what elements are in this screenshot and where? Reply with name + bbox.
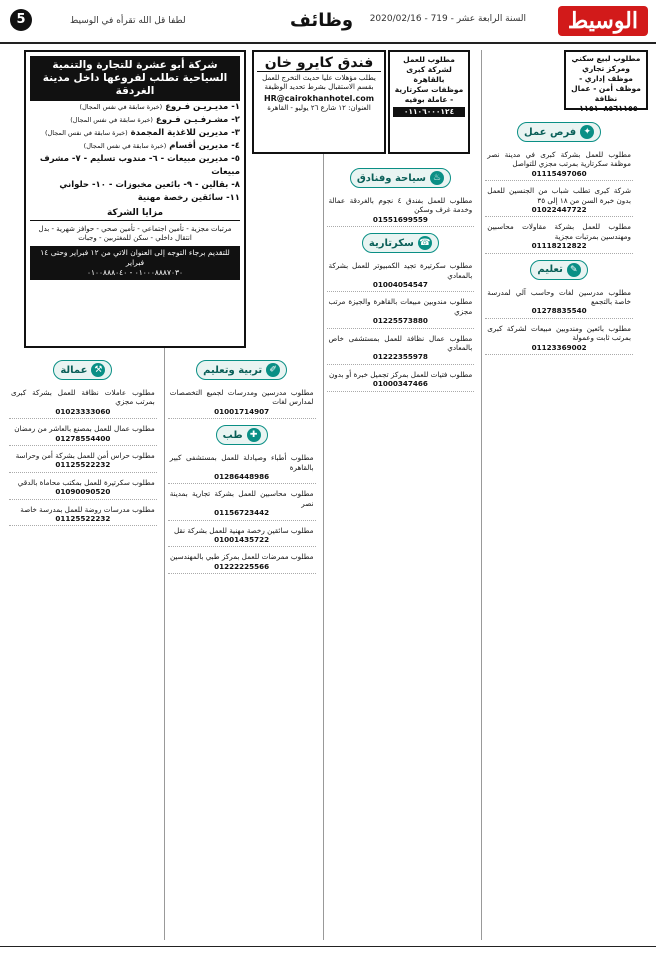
classified-ad: مطلوب للعمل بفندق ٤ نجوم بالغردقة عمالة وخدمة غرف وسكن 01551699559 <box>327 194 475 227</box>
book-icon: ✎ <box>567 263 581 277</box>
classified-ad: مطلوب فتيات للعمل بمركز تجميل خبرة أو بدون 01000347466 <box>327 368 475 392</box>
perks-title: مزايا الشركة <box>30 208 240 221</box>
featured-job-ad <box>24 50 246 348</box>
job-item: ٨- بقالين - ٩- بائعين مخبوزات - ١٠- حلواني <box>59 180 240 190</box>
category-secretary: ☎ سكرتارية <box>362 233 439 253</box>
medical-cross-icon: ✚ <box>247 428 261 442</box>
classified-ad: مطلوب حراس أمن للعمل بشركة أمن وحراسة 01125522232 <box>9 449 157 473</box>
hotel-email: HR@cairokhanhotel.com <box>263 94 375 103</box>
classified-ad: مطلوب عمال للعمل بمصنع بالعاشر من رمضان 01278554400 <box>9 422 157 446</box>
hero-title: شركة أبو عشرة للتجارة والتنمية السياحية تطلب لفروعها داخل مدينة الغردقة <box>30 56 240 101</box>
urgent-ad: مطلوب للعمل لشركة كبرى بالقاهرة موظفات سكرتارية - عاملة بوفيه ٠١١٠٦٠٠٠١٢٤ <box>388 50 470 154</box>
page-number: 5 <box>10 9 32 31</box>
classified-ad: مطلوب سكرتيرة تجيد الكمبيوتر للعمل بشركة بالمعادي 01004054547 <box>327 259 475 292</box>
classified-ad: مطلوب مدرسين ومدرسات لجميع التخصصات لمدارس لغات 01001714907 <box>168 386 316 419</box>
category-hospitality: ♨ سياحة وفنادق <box>350 168 451 188</box>
section-title: وظائف <box>290 10 354 31</box>
newspaper-logo: الوسيط <box>558 6 648 36</box>
phone-icon: ☎ <box>419 238 431 249</box>
column-1 <box>481 50 636 940</box>
classified-ad: مطلوب مدرسات روضة للعمل بمدرسة خاصة 01125522232 <box>9 503 157 527</box>
classified-ad: مطلوب ممرضات للعمل بمركز طبي بالمهندسين 01222225566 <box>168 550 316 574</box>
job-list <box>30 101 240 205</box>
pencil-icon: ✐ <box>266 363 280 377</box>
perks-text: مرتبات مجزية - تأمين اجتماعي - تأمين صحي - حوافز شهرية - بدل انتقال داخلي - سكن للمغتربين - وجبات <box>38 225 232 242</box>
bell-icon: ♨ <box>430 171 444 185</box>
job-item: ٢- مشـرفـيـن فـروع (خبرة سابقة في نفس المجال) <box>70 115 240 125</box>
briefcase-icon: ✦ <box>580 125 594 139</box>
classified-ad: مطلوب عمال نظافة للعمل بمستشفى خاص بالمعادي 01222355978 <box>327 332 475 365</box>
classified-ad: مطلوب عاملات نظافة للعمل بشركة كبرى بمرتب مجزي 01023333060 <box>9 386 157 419</box>
wrench-icon: ⚒ <box>91 363 105 377</box>
hotel-name: فندق كايرو خان <box>257 55 381 72</box>
classified-ad: شركة كبرى تطلب شباب من الجنسين للعمل بدون خبرة السن من ١٨ إلى ٣٥ 01022447722 <box>485 184 633 217</box>
job-item: ١- مديـريـن فـروع (خبرة سابقة في نفس المجال) <box>79 102 240 112</box>
column-2 <box>323 50 478 940</box>
category-jobs: ✦ فرص عمل <box>517 122 601 142</box>
job-item: ١١- سائقين رخصة مهنية <box>137 193 240 203</box>
footer-strip <box>0 946 656 960</box>
category-labor: ⚒ عمالة <box>53 360 112 380</box>
classified-ad: مطلوب سكرتيرة للعمل بمكتب محاماة بالدقي 01090090520 <box>9 476 157 500</box>
issue-info: السنة الرابعة عشر - 719 - 2020/02/16 <box>369 14 526 24</box>
category-teaching: ✐ تربية وتعليم <box>196 360 287 380</box>
tagline: لطفا قل الله تقرأه في الوسيط <box>70 16 186 26</box>
category-education: ✎ تعليم <box>530 260 587 280</box>
classified-ad: مطلوب بائعين ومندوبين مبيعات لشركة كبرى بمرتب ثابت وعمولة 01123369002 <box>485 322 633 355</box>
classified-ad: مطلوب للعمل بشركة مقاولات محاسبين ومهندسين بمرتبات مجزية 01118212822 <box>485 220 633 253</box>
classified-ad: مطلوب مندوبين مبيعات بالقاهرة والجيزة مرتب مجزي 01225573880 <box>327 295 475 328</box>
category-medical: ✚ طب <box>216 425 268 445</box>
classified-ad: مطلوب محاسبين للعمل بشركة تجارية بمدينة نصر 01156723442 <box>168 487 316 520</box>
job-item: ٣- مديرين للاغذية المجمدة (خبرة سابقة في نفس المجال) <box>44 128 240 138</box>
job-item: ٤- مديرين أقسام (خبرة سابقة في نفس المجال) <box>83 141 240 151</box>
job-item: ٥- مديرين مبيعات - ٦- مندوب تسليم - ٧- مشرف مبيعات <box>39 154 240 177</box>
classified-ad: مطلوب أطباء وصيادلة للعمل بمستشفى كبير بالقاهرة 01286448986 <box>168 451 316 484</box>
contact-info: للتقديم برجاء التوجه إلى العنوان الاتي من ١٢ فبراير وحتى ١٤ فبراير ٠١٠٠٠٨٨٨٧٠٣٠ - ٠١٠٠٨٨٨٠٤٠ <box>30 246 240 280</box>
classified-ad: مطلوب للعمل بشركة كبرى في مدينة نصر موظفة سكرتارية بمرتب مجزي للتواصل 01115497060 <box>485 148 633 181</box>
classified-ad: مطلوب سائقين رخصة مهنية للعمل بشركة نقل 01001435722 <box>168 524 316 548</box>
page-header <box>0 0 656 44</box>
classified-ad: مطلوب مدرسين لغات وحاسب آلي لمدرسة خاصة بالتجمع 01278835540 <box>485 286 633 319</box>
hotel-ad: فندق كايرو خان يطلب مؤهلات عليا حديث التخرج للعمل بقسم الاستقبال بشرط تحديد الوظيفة HR@cairokhanhotel.com العنوان: ١٢ شارع ٢٦ يوليو - القاهرة <box>252 50 386 154</box>
top-right-ad: مطلوب لبيع سكني ومركز تجاري موظف إداري - موظف أمن - عمال نظافة ٠١١٥١٠٨٥٦١١٥٥ <box>564 50 648 110</box>
